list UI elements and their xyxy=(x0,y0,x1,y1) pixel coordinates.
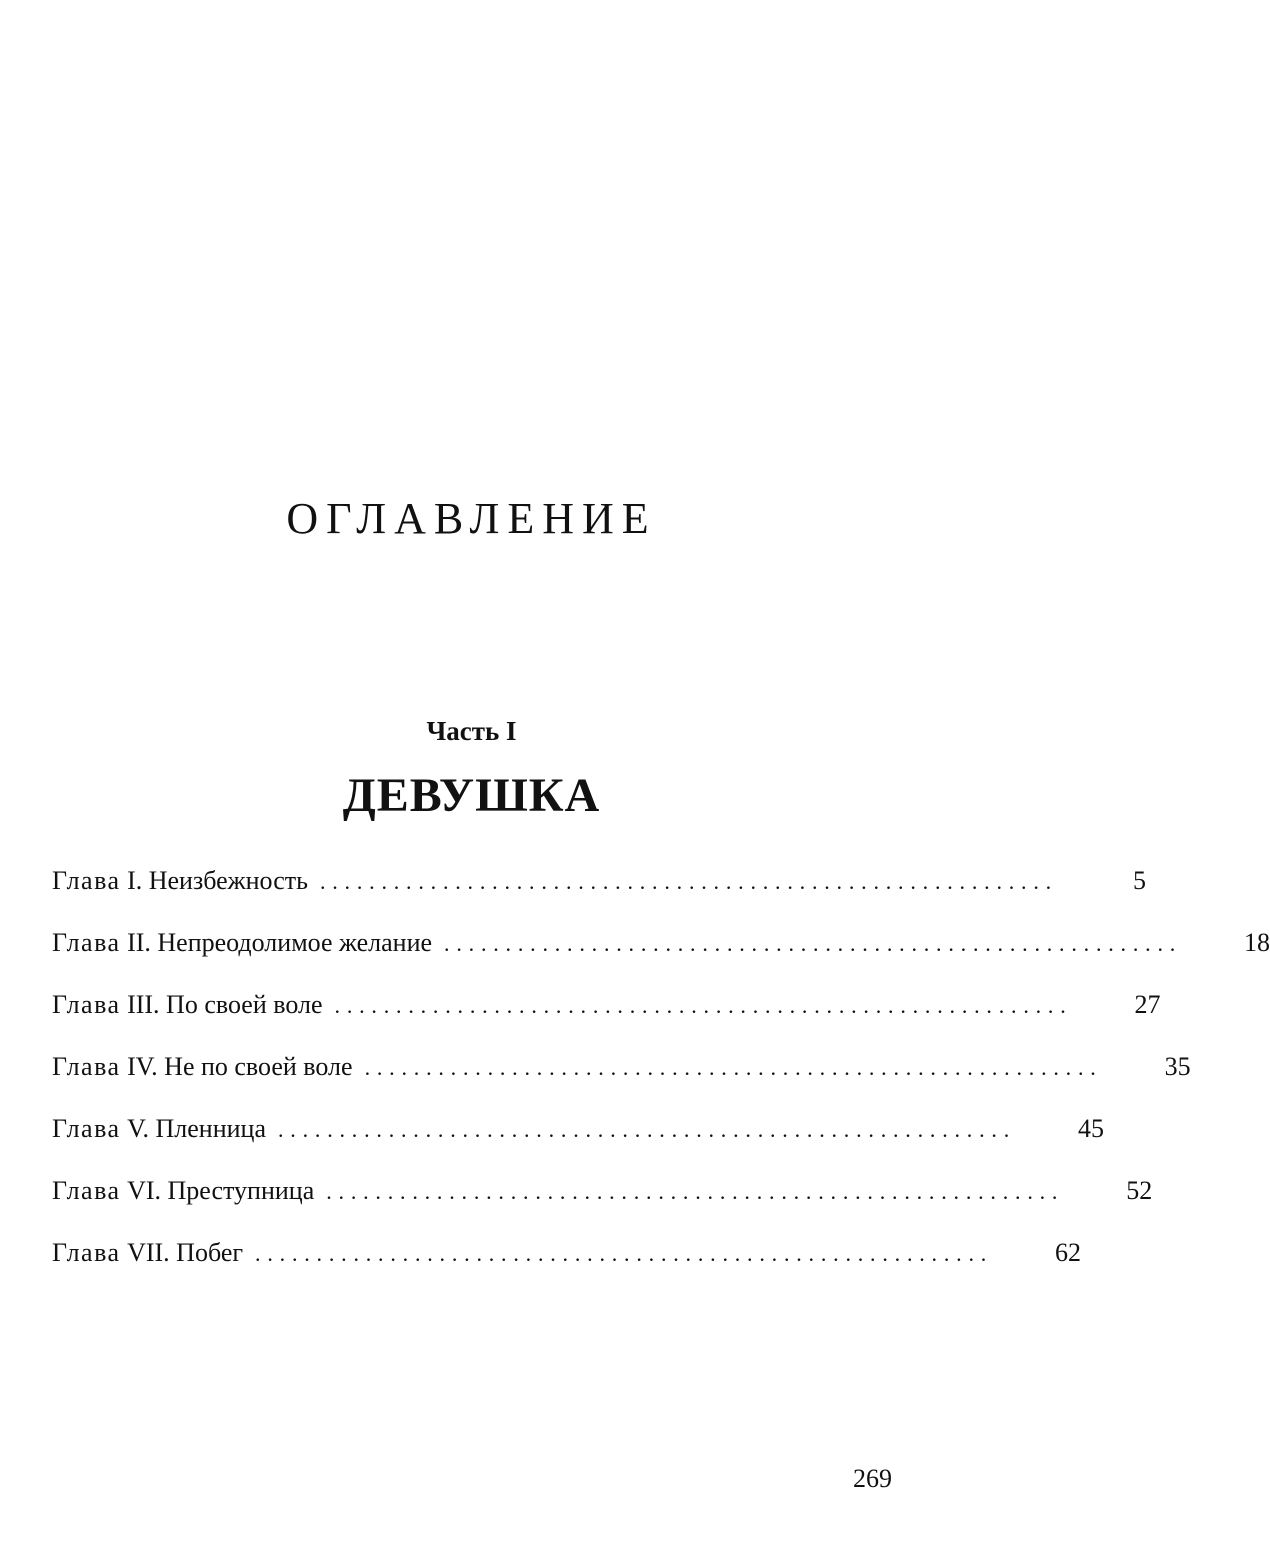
page-number: 269 xyxy=(853,1464,892,1493)
entry-label xyxy=(52,990,323,1020)
entry-title: V. Пленница xyxy=(127,1114,266,1143)
entry-page-number: 5 xyxy=(1132,866,1146,895)
entry-prefix: Глава xyxy=(52,928,121,957)
dot-leader: ............................................................ xyxy=(278,1117,1016,1142)
toc-entry xyxy=(52,1176,1153,1238)
toc-heading: ОГЛАВЛЕНИЕ xyxy=(286,494,657,543)
entry-label xyxy=(52,866,308,896)
toc-entry xyxy=(52,1052,1191,1114)
part-title: ДЕВУШКА xyxy=(342,769,601,822)
entry-label xyxy=(52,1176,314,1206)
entry-page-number: 35 xyxy=(1164,1052,1191,1081)
toc-entry xyxy=(52,990,1161,1052)
part-label: Часть I xyxy=(426,716,517,746)
toc-list xyxy=(52,866,1270,1300)
entry-prefix: Глава xyxy=(52,1238,121,1267)
dot-leader: ............................................................ xyxy=(326,1179,1065,1204)
dot-leader: ............................................................ xyxy=(444,931,1183,956)
entry-title: VI. Преступница xyxy=(127,1176,315,1205)
entry-label xyxy=(52,1052,353,1082)
entry-page-number: 27 xyxy=(1134,990,1161,1019)
entry-title: VII. Побег xyxy=(127,1238,244,1267)
entry-prefix: Глава xyxy=(52,1176,121,1205)
entry-prefix: Глава xyxy=(52,866,121,895)
entry-prefix: Глава xyxy=(52,1052,121,1081)
dot-leader: ............................................................ xyxy=(334,993,1073,1018)
entry-prefix: Глава xyxy=(52,1114,121,1143)
dot-leader: ............................................................ xyxy=(319,869,1058,894)
entry-title: II. Непреодолимое желание xyxy=(127,928,433,957)
entry-title: IV. Не по своей воле xyxy=(127,1052,353,1081)
entry-label xyxy=(52,928,432,958)
entry-page-number: 45 xyxy=(1078,1114,1104,1143)
toc-entry xyxy=(52,1114,1104,1176)
entry-page-number: 18 xyxy=(1244,928,1270,957)
entry-page-number: 62 xyxy=(1055,1238,1082,1267)
toc-entry xyxy=(52,1238,1082,1300)
toc-entry xyxy=(52,928,1270,990)
entry-label xyxy=(52,1114,266,1144)
entry-title: III. По своей воле xyxy=(127,990,323,1019)
entry-label xyxy=(52,1238,243,1268)
entry-page-number: 52 xyxy=(1126,1176,1153,1205)
dot-leader: ............................................................ xyxy=(255,1241,994,1266)
toc-entry xyxy=(52,866,1146,928)
entry-prefix: Глава xyxy=(52,990,121,1019)
entry-title: I. Неизбежность xyxy=(127,866,308,895)
dot-leader: ............................................................ xyxy=(364,1055,1103,1080)
